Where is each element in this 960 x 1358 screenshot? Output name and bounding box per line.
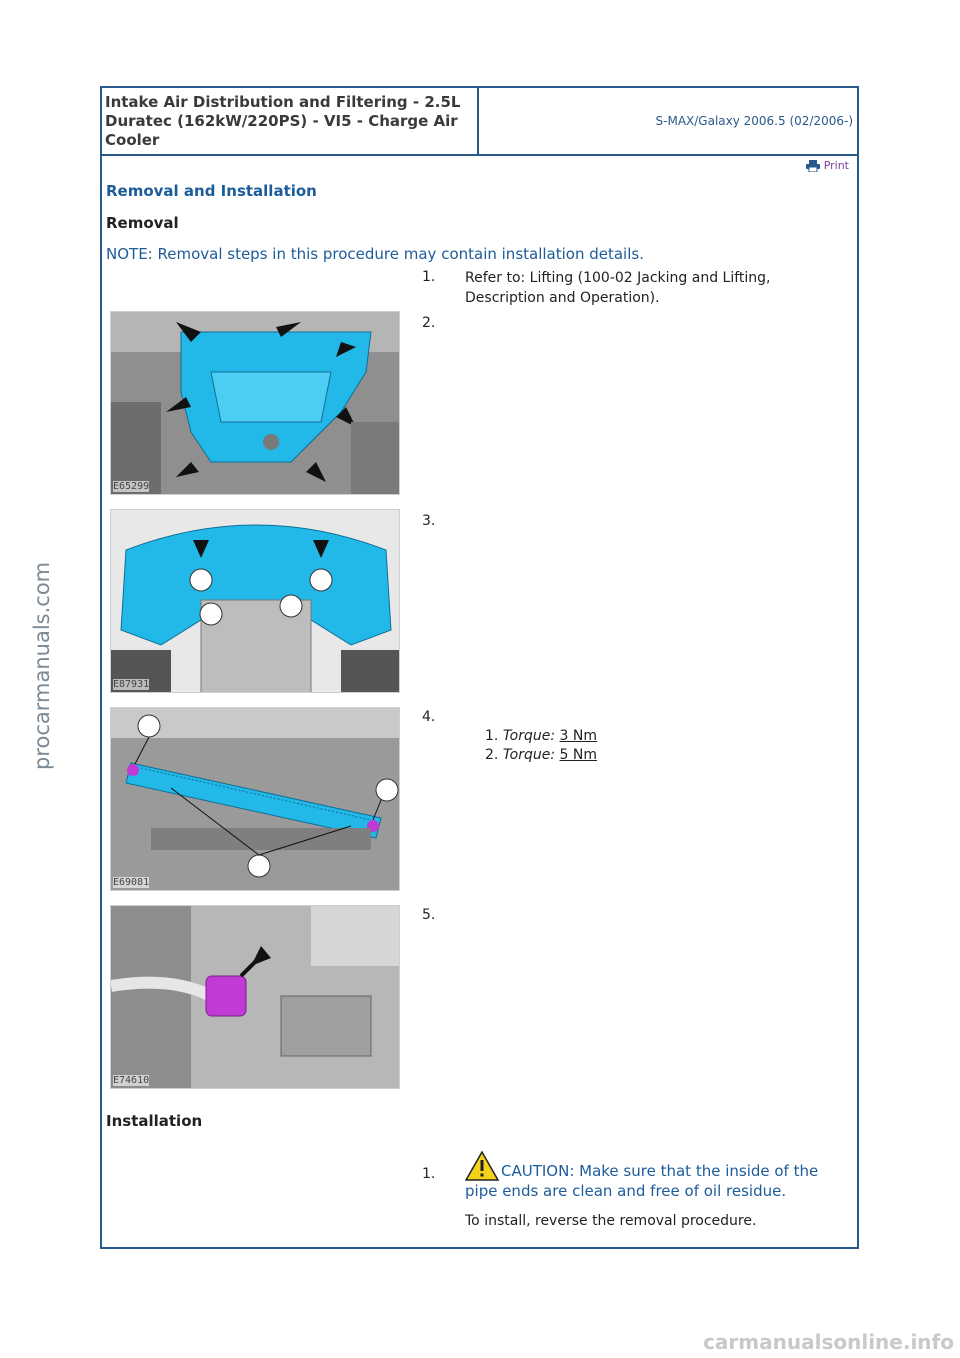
- figure-id: E69081: [113, 877, 150, 888]
- figure-undertray[interactable]: [110, 311, 400, 495]
- figure-connector[interactable]: [110, 905, 400, 1089]
- print-label: Print: [823, 159, 849, 172]
- caution-text: CAUTION: Make sure that the inside of the pipe ends are clean and free of oil residue.: [465, 1162, 819, 1200]
- page-title: Intake Air Distribution and Filtering - 2.5L Duratec (162kW/220PS) - VI5 - Charge Air Cooler: [105, 93, 461, 149]
- torque-label: Torque:: [502, 747, 556, 763]
- step-2-number: 2.: [422, 315, 436, 331]
- document-frame: [100, 86, 859, 1249]
- step-4-substep-1: [485, 728, 597, 744]
- printer-icon: [806, 160, 820, 172]
- figure-id: E65299: [113, 481, 150, 492]
- torque-label: Torque:: [502, 728, 556, 744]
- step-5-number: 5.: [422, 907, 436, 923]
- step-3-number: 3.: [422, 513, 436, 529]
- section-title: Removal and Installation: [106, 182, 317, 200]
- removal-heading: Removal: [106, 214, 179, 232]
- print-button[interactable]: [806, 159, 849, 172]
- step-1-number: 1.: [422, 269, 436, 285]
- figure-id: E87931: [113, 679, 150, 690]
- substep-number: 1.: [485, 728, 499, 744]
- install-step-1-text: To install, reverse the removal procedure.: [465, 1213, 757, 1229]
- figure-lower-panel[interactable]: [110, 509, 400, 693]
- document-header: [102, 88, 857, 156]
- warning-icon: [465, 1151, 499, 1181]
- footer-watermark: carmanualsonline.info: [703, 1330, 954, 1354]
- figure-id: E74610: [113, 1075, 150, 1086]
- substep-number: 2.: [485, 747, 499, 763]
- caution-block: [465, 1151, 845, 1201]
- install-step-1-number: 1.: [422, 1166, 436, 1182]
- step-1-text: Refer to: Lifting (100-02 Jacking and Lifting, Description and Operation).: [465, 270, 771, 306]
- note-text: NOTE: Removal steps in this procedure may contain installation details.: [106, 245, 644, 263]
- installation-heading: Installation: [106, 1112, 203, 1130]
- vehicle-label: S-MAX/Galaxy 2006.5 (02/2006-): [655, 114, 853, 128]
- header-title-cell: [102, 88, 479, 154]
- step-4-number: 4.: [422, 709, 436, 725]
- torque-value[interactable]: 3 Nm: [559, 728, 597, 744]
- watermark: procarmanuals.com: [30, 561, 54, 770]
- figure-charge-air-cooler[interactable]: [110, 707, 400, 891]
- step-4-substep-2: [485, 747, 597, 763]
- torque-value[interactable]: 5 Nm: [559, 747, 597, 763]
